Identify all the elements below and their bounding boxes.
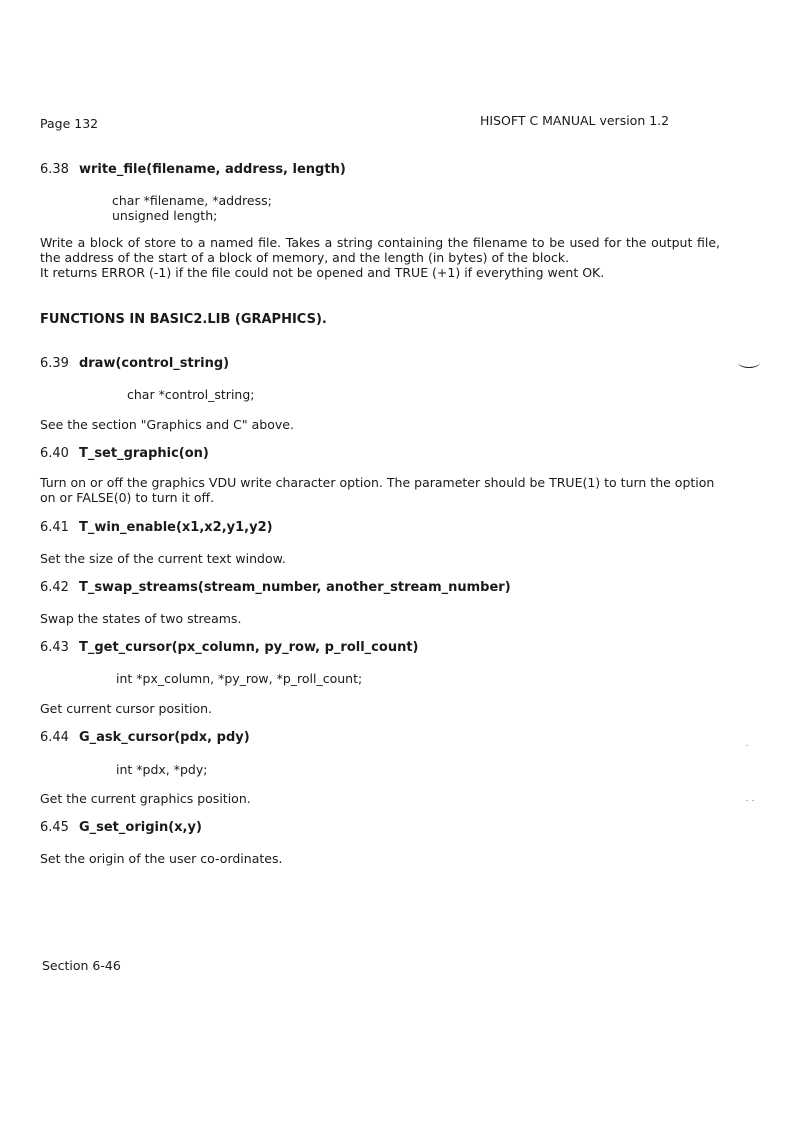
declaration-line: char *control_string; — [127, 387, 255, 402]
entry-heading-6-45 — [40, 820, 202, 835]
entry-description-6-39: See the section "Graphics and C" above. — [40, 417, 294, 432]
entry-number: 6.44 — [40, 730, 69, 745]
declaration-line: int *px_column, *py_row, *p_roll_count; — [116, 671, 363, 686]
entry-heading-6-41 — [40, 520, 273, 535]
declaration-line: char *filename, *address; — [112, 193, 272, 208]
margin-mark — [738, 357, 760, 368]
function-signature: G_ask_cursor(pdx, pdy) — [78, 730, 250, 745]
entry-description-6-41: Set the size of the current text window. — [40, 551, 286, 566]
entry-description-6-40 — [40, 475, 720, 505]
function-signature: draw(control_string) — [78, 356, 230, 371]
function-signature: T_get_cursor(px_column, py_row, p_roll_count) — [78, 640, 419, 655]
function-signature: G_set_origin(x,y) — [78, 820, 202, 835]
entry-heading-6-40 — [40, 446, 209, 461]
entry-heading-6-43 — [40, 640, 418, 655]
declaration-line: unsigned length; — [112, 208, 218, 223]
entry-number: 6.39 — [40, 356, 69, 371]
function-signature: T_swap_streams(stream_number, another_stream_number) — [78, 580, 511, 595]
entry-number: 6.40 — [40, 446, 69, 461]
entry-description-6-44: Get the current graphics position. — [40, 791, 251, 806]
entry-description-6-42: Swap the states of two streams. — [40, 611, 242, 626]
entry-number: 6.42 — [40, 580, 69, 595]
manual-title: HISOFT C MANUAL version 1.2 — [480, 113, 670, 128]
entry-description-6-43: Get current cursor position. — [40, 701, 213, 716]
entry-number: 6.45 — [40, 820, 69, 835]
section-footer: Section 6-46 — [42, 958, 121, 973]
function-signature: T_set_graphic(on) — [78, 446, 209, 461]
entry-number: 6.41 — [40, 520, 69, 535]
scan-speck — [752, 800, 754, 801]
entry-heading-6-38 — [40, 162, 346, 177]
description-paragraph: It returns ERROR (-1) if the file could not be opened and TRUE (+1) if everything went OK. — [40, 265, 605, 280]
entry-heading-6-39 — [40, 356, 229, 371]
description-paragraph: Turn on or off the graphics VDU write character option. The parameter should be TRUE(1) to turn the option on or FALSE(0) to turn it off. — [40, 475, 715, 505]
entry-description-6-45: Set the origin of the user co-ordinates. — [40, 851, 283, 866]
section-heading: FUNCTIONS IN BASIC2.LIB (GRAPHICS). — [40, 312, 327, 327]
page-number: Page 132 — [40, 116, 99, 131]
entry-heading-6-42 — [40, 580, 511, 595]
scan-speck — [746, 745, 748, 746]
description-paragraph: Write a block of store to a named file. Takes a string containing the filename to be used for the output file, the address of the start of a block of memory, and the length (in bytes) of the block. — [40, 235, 720, 265]
function-signature: write_file(filename, address, length) — [78, 162, 346, 177]
entry-description-6-38 — [40, 235, 720, 280]
declaration-line: int *pdx, *pdy; — [116, 762, 208, 777]
function-signature: T_win_enable(x1,x2,y1,y2) — [78, 520, 273, 535]
scan-speck — [746, 800, 748, 801]
entry-number: 6.43 — [40, 640, 69, 655]
entry-number: 6.38 — [40, 162, 69, 177]
entry-heading-6-44 — [40, 730, 250, 745]
